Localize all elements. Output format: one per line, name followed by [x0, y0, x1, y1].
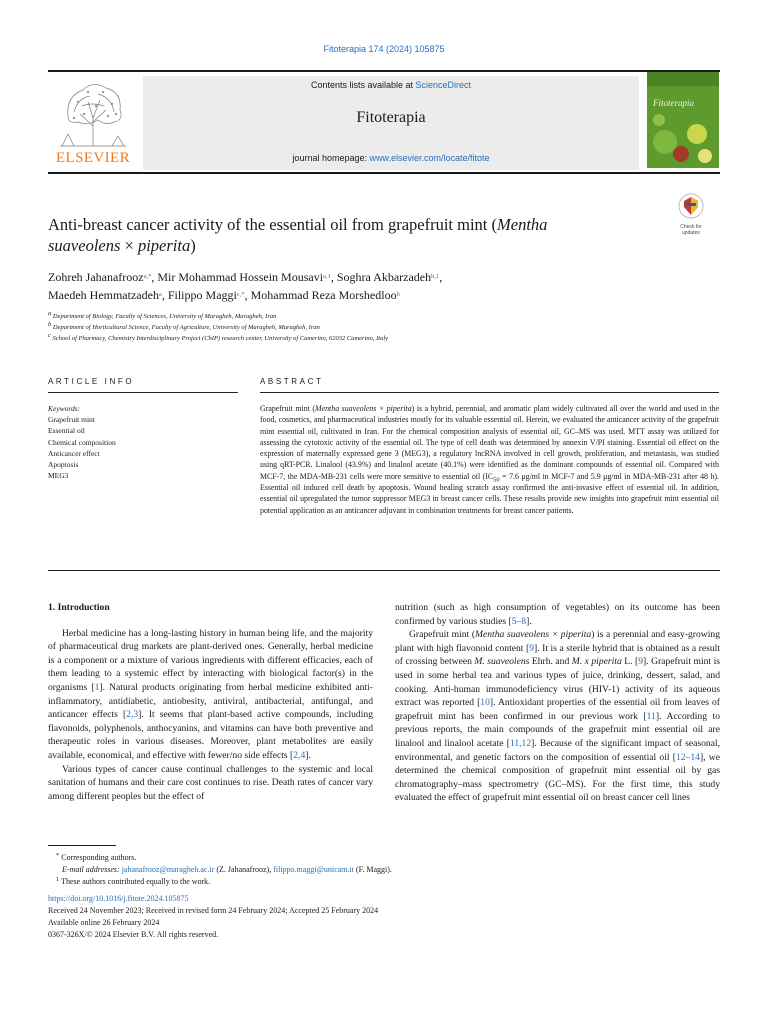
- author-affil-sup[interactable]: b,1: [431, 273, 440, 280]
- abstract-heading: ABSTRACT: [260, 377, 324, 386]
- badge-text: Check for updates: [680, 224, 702, 236]
- ref-link[interactable]: 5–8: [511, 615, 527, 627]
- footnote-equal-contribution: $^1$ These authors contributed equally to the work.: [56, 876, 211, 887]
- affiliation: [48, 311, 708, 322]
- header-bottom-rule: [48, 172, 720, 174]
- contents-prefix: Contents lists available at: [310, 80, 416, 90]
- ref-link[interactable]: 9: [529, 642, 535, 654]
- ref-link[interactable]: 10: [480, 697, 490, 709]
- abstract-part: ) is a hybrid, perennial, and aromatic plant widely cultivated all over the world and used in the food, cosmetics, and pharmaceutical industries mostly for its valuable essential oil. Herein, we evaluated the anticancer activity of the grapefruit mint essential oil, cultivated in Iran. For the chemical composition analysis of essential oil, GC–MS was used. MTT assay was utilized for assessing the cytotoxic activity of the essential oil. The type of cell death was determined by annexin V/PI staining. Essential oil effect on the expression of maternally expressed gene 3 (MEG3), a regulatory lncRNA involved in cell growth, proliferation, and metastasis, was studied using qRT-PCR. Linalool (43.9%) and linalool acetate (40.1%) were identified as the dominant compounds of essential oil. Compared with MCF-7, the MDA-MB-231 cells were more sensitive to essential oil (IC: [260, 404, 719, 481]
- affiliation-mark: b: [48, 321, 52, 328]
- author-affil-sup[interactable]: a,*: [143, 273, 152, 280]
- species-name: M. suaveolens: [474, 656, 530, 668]
- body-text: ]. Grapefruit mint is used in some herbal tea and various types of juice, drinking, dessert, salad, and cooking. Anti-human immunodeficiency virus (HIV-1) activity of its aqueous extract was reported [: [395, 656, 720, 709]
- body-text: ], we determined the chemical composition of grapefruit mint essential oil by gas chromatography–mass spectrometry (GC–MS). For the first time, this study evaluated the effect of grapefruit mint essential oil on breast cancer cell lines: [395, 751, 720, 804]
- author[interactable]: [48, 270, 151, 284]
- species-name: Mentha suaveolens × piperita: [475, 629, 592, 641]
- ref-link[interactable]: 11: [646, 710, 656, 722]
- check-for-updates-badge[interactable]: [676, 193, 706, 236]
- keyword: Essential oil: [48, 426, 85, 436]
- abstract-part: Grapefruit mint (: [260, 404, 316, 413]
- title-genus: Mentha: [497, 215, 548, 234]
- affiliation: [48, 322, 708, 333]
- author-name: Zohreh Jahanafrooz: [48, 270, 144, 284]
- email-link[interactable]: filippo.maggi@unicam.it: [273, 865, 354, 875]
- author-separator: ,: [244, 288, 251, 302]
- abstract-rule: [260, 392, 719, 393]
- body-text: Herbal medicine has a long-lasting history in human being life, and the majority of pharmaceutical drug markets are plant-derived ones. Generally, herbal medicine is a component or a mixture of various ingredients with different efficacies, each of them leading to a systemic effect by interacting with biological factor(s) in the organisms [: [48, 627, 373, 693]
- author-affil-sup[interactable]: a: [158, 291, 162, 298]
- homepage-link[interactable]: www.elsevier.com/locate/fitote: [369, 153, 490, 163]
- affiliation-text: School of Pharmacy, Chemistry Interdisciplinary Project (ChIP) research center, University of Camerino, 62032 Camerino, Italy: [52, 335, 389, 342]
- body-text: ].: [526, 615, 532, 627]
- abstract-subscript: 50: [493, 476, 500, 484]
- doi-link[interactable]: https://doi.org/10.1016/j.fitote.2024.105875: [48, 893, 189, 903]
- body-text: ) is a perennial and easy-growing plant with high flavonoid content [: [395, 629, 720, 654]
- ref-link[interactable]: 1: [94, 681, 100, 693]
- author[interactable]: [48, 288, 162, 302]
- keyword: Apoptosis: [48, 460, 79, 470]
- sciencedirect-link[interactable]: ScienceDirect: [415, 80, 472, 90]
- author[interactable]: [337, 270, 439, 284]
- header-top-rule: [48, 70, 720, 72]
- footnote-text: Corresponding authors.: [61, 853, 137, 862]
- affiliations: [48, 311, 708, 344]
- author-name: Mir Mohammad Hossein Mousavi: [157, 270, 324, 284]
- journal-title: Fitoterapia: [356, 109, 426, 126]
- body-paragraph: [395, 628, 720, 805]
- keyword: Chemical composition: [48, 437, 116, 447]
- author-name: Filippo Maggi: [167, 288, 237, 302]
- author[interactable]: [168, 288, 245, 302]
- body-left-column: [48, 601, 373, 803]
- ref-link[interactable]: 9: [638, 656, 643, 668]
- title-species: suaveolens: [48, 236, 121, 255]
- email-owner: (F. Maggi).: [353, 865, 392, 875]
- body-text: ]. Natural products originating from herbal medicine exhibited anti-inflammatory, antidiabetic, antiobesity, antiviral, antibacterial, antifungal, and anticancer effects [: [48, 681, 373, 721]
- affiliation-text: Department of Biology, Faculty of Sciences, University of Maragheh, Maragheh, Iran: [52, 313, 277, 320]
- keywords-label: Keywords:: [48, 404, 81, 413]
- keywords-block: [48, 403, 238, 481]
- ref-link[interactable]: 11,12: [509, 737, 532, 749]
- author-list: [48, 268, 648, 304]
- body-paragraph: [395, 601, 720, 628]
- article-title: [48, 214, 648, 256]
- author[interactable]: [251, 288, 400, 302]
- author[interactable]: [157, 270, 330, 284]
- article-info-heading: ARTICLE INFO: [48, 377, 135, 386]
- title-hybrid: piperita: [137, 236, 191, 255]
- footnote-emails: [48, 864, 720, 876]
- ref-link[interactable]: 12–14: [675, 751, 700, 763]
- body-text: Ehrh. and: [529, 656, 572, 668]
- available-online: Available online 26 February 2024: [48, 918, 160, 928]
- email-label: E-mail addresses:: [62, 865, 120, 875]
- article-info-rule: [48, 392, 238, 393]
- keyword: Grapefruit mint: [48, 415, 95, 425]
- title-cross: ×: [120, 236, 138, 255]
- received-dates: Received 24 November 2023; Received in revised form 24 February 2024; Accepted 25 February 2024: [48, 905, 379, 915]
- body-text: nutrition (such as high consumption of vegetables) on its outcome has been confirmed by various studies [: [395, 602, 720, 627]
- copyright: 0367-326X/© 2024 Elsevier B.V. All rights reserved.: [48, 930, 219, 940]
- author-affil-sup[interactable]: b: [396, 291, 400, 298]
- author-separator: ,: [161, 288, 168, 302]
- body-text: L. [: [621, 656, 639, 668]
- body-text: ]. It is a sterile hybrid that is obtained as a result of crossing between: [395, 642, 720, 668]
- footnote-text: These authors contributed equally to the work.: [61, 877, 211, 887]
- journal-citation[interactable]: Fitoterapia 174 (2024) 105875: [323, 44, 445, 54]
- footnotes: [48, 852, 720, 941]
- footnote-rule: [48, 845, 116, 846]
- title-close: ): [190, 236, 196, 255]
- body-text: ]. According to previous reports, the main compounds of the grapefruit mint essential oil are linalool and linalool acetate [: [395, 710, 720, 749]
- keyword: Anticancer effect: [48, 448, 100, 458]
- body-text: ]. Because of the significant impact of seasonal, environmental, and genetic factors on the composition of essential oil [: [395, 737, 720, 763]
- ref-link[interactable]: 2,3: [126, 709, 139, 721]
- footnote-corresponding: * Corresponding authors.: [56, 852, 137, 862]
- elsevier-logo-text: ELSEVIER: [55, 150, 131, 166]
- body-text: ]. Antioxidant properties of the essential oil from leaves of grapefruit mint has been confirmed in our previous work [: [395, 697, 720, 722]
- affiliation: [48, 333, 708, 344]
- author-separator: ,: [439, 270, 443, 284]
- body-paragraph: [48, 627, 373, 763]
- affiliation-mark: c: [48, 332, 51, 339]
- species-name: M. x piperita: [571, 656, 622, 668]
- author-affil-sup[interactable]: a,1: [323, 273, 331, 280]
- email-owner: (Z. Jahanafrooz),: [214, 865, 274, 875]
- body-text: Grapefruit mint (: [409, 629, 476, 641]
- abstract-text: [260, 403, 719, 516]
- keyword: MEG3: [48, 471, 69, 481]
- author-name: Soghra Akbarzadeh: [336, 270, 432, 284]
- homepage-line: [143, 153, 639, 163]
- body-paragraph: Various types of cancer cause continual challenges to the systemic and local sanitation of humans and their care cost continues to rise. Death rates of cancer vary among different peoples but the effect of: [48, 763, 373, 802]
- homepage-prefix: journal homepage:: [292, 153, 370, 163]
- abstract-species: Mentha suaveolens × piperita: [315, 404, 412, 413]
- title-main: Anti-breast cancer activity of the essential oil from grapefruit mint (: [48, 215, 498, 234]
- author-separator: ,: [151, 270, 158, 284]
- email-link[interactable]: jahanafrooz@maragheh.ac.ir: [121, 865, 215, 875]
- section-heading-introduction: 1. Introduction: [48, 602, 110, 613]
- body-text: ].: [305, 749, 311, 761]
- affiliation-text: Department of Horticultural Science, Faculty of Agriculture, University of Maragheh, Maragheh, Iran: [52, 324, 320, 331]
- contents-line: [143, 80, 639, 90]
- author-separator: ,: [330, 270, 337, 284]
- journal-cover-image: [647, 72, 719, 168]
- abstract-bottom-rule: [48, 570, 720, 571]
- body-text: ]. It seems that plant-based active compounds, including flavonoids, polyphenols, anthocyanins, and vitamins can have both preventive and therapeutic roles in various diseases. Moreover, plant metabolites are easily available, economical, and effective with fewer/no side effects [: [48, 709, 373, 761]
- author-name: Mohammad Reza Morshedloo: [250, 288, 397, 302]
- ref-link[interactable]: 2,4: [293, 749, 306, 761]
- abstract-part: = 7.6 μg/ml in MCF-7 and 5.9 μg/ml in MDA-MB-231 after 48 h). Essential oil induced cell death by apoptosis. Wound healing scratch assay confirmed the anti-invasive effect of essential oil. In addition, essential oil upregulated the tumor suppressor MEG3 in breast cancer cells. These results provide new insights into grapefruit mint essential oil potential application as an anticancer adjuvant in combination treatments for breast cancer patients.: [260, 471, 720, 515]
- body-right-column: [395, 601, 720, 805]
- author-affil-sup[interactable]: c,*: [236, 291, 245, 298]
- cover-label: Fitoterapia: [653, 98, 694, 108]
- affiliation-mark: a: [48, 310, 52, 317]
- author-name: Maedeh Hemmatzadeh: [48, 288, 159, 302]
